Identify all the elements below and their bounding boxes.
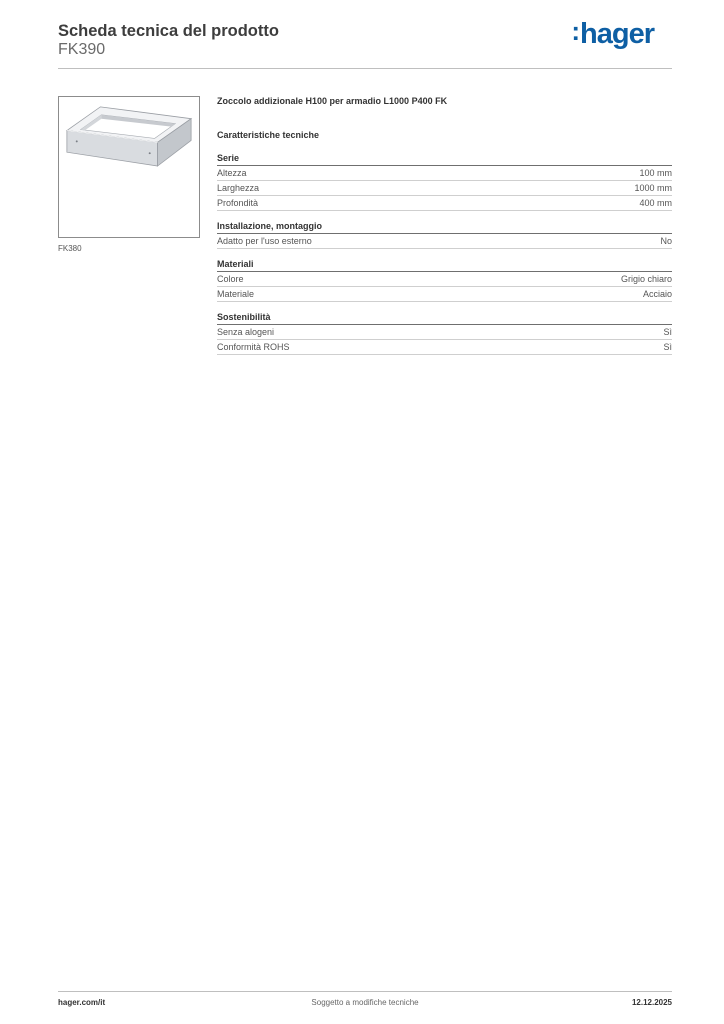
footer-date: 12.12.2025	[631, 998, 672, 1007]
spec-value: Acciaio	[642, 289, 672, 299]
spec-group-installazione	[217, 220, 672, 249]
header-divider	[58, 68, 672, 69]
spec-label: Profondità	[217, 198, 259, 208]
spec-group-sostenibilita	[217, 311, 672, 355]
spec-row-altezza	[217, 166, 672, 181]
section-title: Caratteristiche tecniche	[217, 130, 320, 140]
plinth-screw-hole	[149, 152, 151, 154]
spec-label: Adatto per l'uso esterno	[217, 236, 312, 246]
spec-row-larghezza	[217, 181, 672, 196]
spec-value: Grigio chiaro	[620, 274, 672, 284]
product-description: Zoccolo addizionale H100 per armadio L1000 P400 FK	[217, 96, 448, 106]
spec-content	[217, 95, 672, 355]
spec-group-serie	[217, 152, 672, 211]
footer-divider	[58, 991, 672, 992]
spec-row-profondita	[217, 196, 672, 211]
spec-group-title: Materiali	[217, 258, 672, 272]
spec-label: Conformità ROHS	[217, 342, 290, 352]
product-code: FK390	[58, 41, 106, 58]
plinth-screw-hole	[76, 140, 78, 142]
spec-row-materiale	[217, 287, 672, 302]
footer-website-link[interactable]: hager.com/it	[58, 998, 106, 1007]
plinth-illustration	[59, 97, 199, 237]
spec-value: 100 mm	[639, 168, 672, 178]
footer-note: Soggetto a modifiche tecniche	[311, 998, 419, 1007]
image-caption: FK380	[58, 244, 82, 253]
page-header	[58, 16, 672, 68]
spec-row-rohs	[217, 340, 672, 355]
logo-dots: :	[571, 16, 580, 46]
spec-group-title: Installazione, montaggio	[217, 220, 672, 234]
spec-label: Colore	[217, 274, 244, 284]
spec-group-title: Sostenibilità	[217, 311, 672, 325]
spec-label: Larghezza	[217, 183, 260, 193]
spec-value: No	[660, 236, 672, 246]
spec-value: 400 mm	[639, 198, 672, 208]
spec-label: Altezza	[217, 168, 247, 178]
spec-value: 1000 mm	[634, 183, 672, 193]
spec-group-title: Serie	[217, 152, 672, 166]
spec-row-colore	[217, 272, 672, 287]
spec-value: Sì	[663, 342, 672, 352]
hager-logo	[571, 18, 654, 51]
spec-label: Senza alogeni	[217, 327, 275, 337]
spec-value: Sì	[663, 327, 672, 337]
page-footer	[58, 998, 672, 1010]
spec-row-uso-esterno	[217, 234, 672, 249]
spec-label: Materiale	[217, 289, 255, 299]
product-image	[58, 96, 200, 238]
logo-text: hager	[580, 18, 654, 50]
spec-row-senza-alogeni	[217, 325, 672, 340]
page-title: Scheda tecnica del prodotto	[58, 22, 279, 40]
spec-group-materiali	[217, 258, 672, 302]
